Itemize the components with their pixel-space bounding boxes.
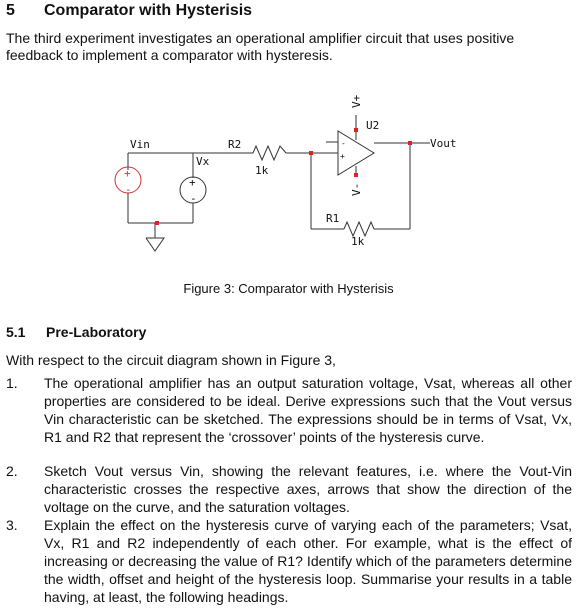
r2-value: 1k (255, 164, 269, 177)
u2-label: U2 (366, 119, 380, 132)
list-item-number: 3. (6, 517, 18, 533)
r2-resistor (253, 146, 286, 160)
vx-plus-sign: + (189, 176, 196, 189)
section-heading (6, 2, 252, 20)
list-item (6, 516, 572, 606)
subsection-lead: With respect to the circuit diagram shown in Figure 3, (6, 352, 336, 368)
vx-label: Vx (196, 155, 210, 168)
r1-value: 1k (351, 235, 365, 248)
list-item-text: The operational amplifier has an output saturation voltage, Vsat, whereas all other properties are considered to be ideal. Derive expressions such that the Vout versus Vin characteristic can be sketched. The expressions should be in terms of Vsat, Vx, R1 and R2 that represent the ‘crossover’ points of the hysteresis curve. (44, 375, 572, 445)
comparator-circuit-diagram (0, 80, 577, 280)
opamp-minus-sign: - (341, 139, 346, 148)
vout-label: Vout (430, 137, 457, 150)
vin-minus-sign: - (125, 183, 132, 196)
section-intro: The third experiment investigates an operational amplifier circuit that uses positive feedback to implement a comparator with hysteresis. (6, 30, 515, 63)
list-item-text: Sketch Vout versus Vin, showing the relevant features, i.e. where the Vout-Vin characteristic crosses the respective axes, arrows that show the direction of the voltage on the curve, and the saturation voltages. (44, 463, 572, 515)
vin-plus-sign: + (124, 167, 131, 180)
vin-label: Vin (130, 138, 150, 151)
subsection-number: 5.1 (6, 324, 26, 340)
opamp-plus-sign: + (340, 152, 345, 161)
section-title: Comparator with Hysterisis (44, 2, 253, 19)
list-item-text: Explain the effect on the hysteresis curve of varying each of the parameters; Vsat, Vx, R1 and R2 independently of each other. For example, what is the effect of increasing or decreasing the value of R1? Identify which of the parameters determine the width, offset and height of the hysteresis loop. Summarise your results in a table having, at least, the following headings. (44, 517, 572, 605)
section-number: 5 (6, 2, 15, 19)
vplus-label: V+ (350, 94, 363, 108)
r2-label: R2 (228, 138, 242, 151)
list-item-number: 2. (6, 463, 18, 479)
vminus-label: V- (350, 182, 363, 196)
subsection-title: Pre-Laboratory (46, 324, 147, 340)
vx-minus-sign: - (190, 192, 197, 205)
list-item-number: 1. (6, 375, 18, 391)
ground-symbol (146, 238, 164, 251)
r1-label: R1 (326, 212, 340, 225)
list-item (6, 462, 572, 516)
list-item (6, 374, 572, 446)
figure-caption: Figure 3: Comparator with Hysterisis (183, 281, 394, 296)
r1-resistor (344, 222, 374, 236)
subsection-heading (6, 324, 146, 340)
